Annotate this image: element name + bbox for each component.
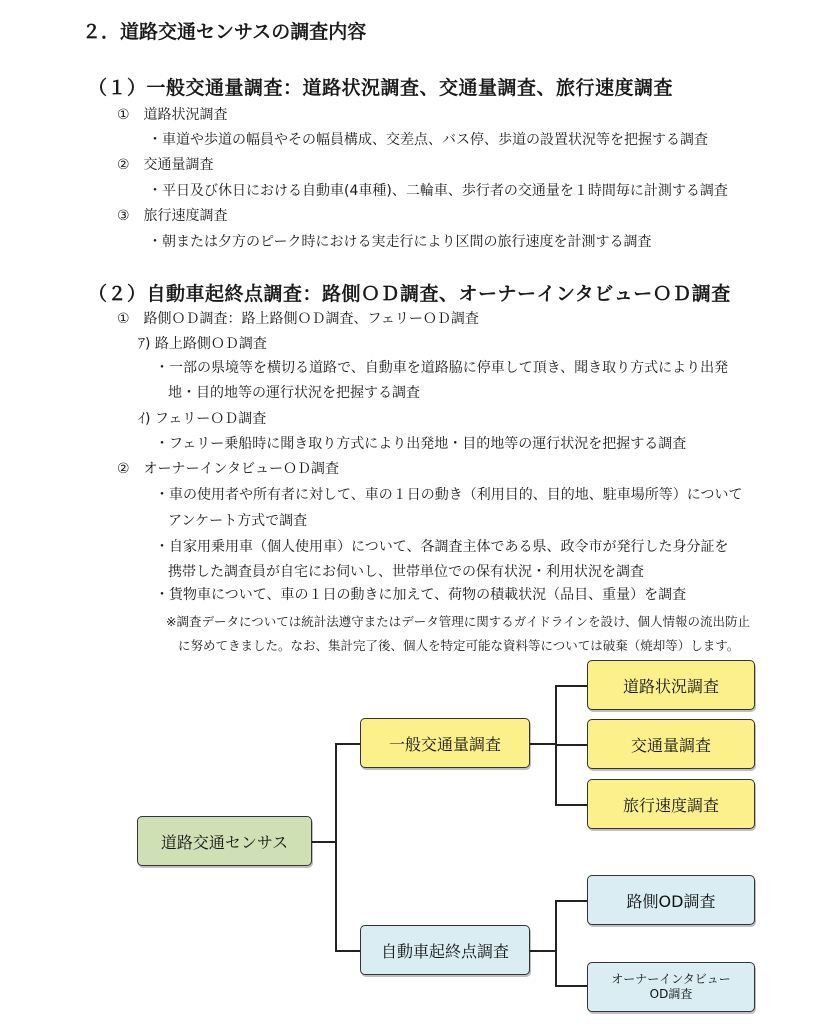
part2-item2-bullet3: ・貨物車について、車の１日の動きに加えて、荷物の積載状況（品目、重量）を調査 [155, 587, 687, 603]
part2-item2-bullet2-line2: 携帯した調査員が自宅にお伺いし、世帯単位での保有状況・利用状況を調査 [168, 564, 644, 580]
part1-item3-desc: ・朝または夕方のピーク時における実走行により区間の旅行速度を計測する調査 [148, 234, 652, 250]
connector-branch2 [529, 950, 556, 952]
connector-branch2-vertical [555, 900, 557, 986]
part2-item1-sub-a-heading: ｱ) 路上路側ＯＤ調査 [138, 336, 267, 352]
part2-item2-bullet2-line1: ・自家用乗用車（個人使用車）について、各調査主体である県、政令市が発行した身分証を [155, 539, 729, 555]
diagram-branch2-box: 自動車起終点調査 [360, 925, 530, 975]
owner-interview-line1: オーナーインタビュー [611, 972, 731, 986]
section-title: ２．道路交通センサスの調査内容 [82, 21, 367, 43]
part2-item2-heading: ② オーナーインタビューＯＤ調査 [117, 461, 339, 477]
part2-item1-sub-b-heading: ｲ) フェリーＯＤ調査 [138, 411, 267, 427]
owner-interview-line2: OD調査 [649, 987, 693, 1001]
note-line1: ※調査データについては統計法遵守またはデータ管理に関するガイドラインを設け、個人情報の流出防止 [166, 614, 750, 629]
connector-to-branch2 [335, 950, 361, 952]
diagram-child-travel-speed: 旅行速度調査 [587, 779, 755, 829]
connector-to-branch1 [335, 743, 361, 745]
part1-heading: （１）一般交通量調査：道路状況調査、交通量調査、旅行速度調査 [88, 77, 674, 99]
connector-root [311, 841, 336, 843]
part1-item2-heading: ② 交通量調査 [117, 157, 214, 173]
connector-branch1-child3 [555, 804, 588, 806]
part1-item2-desc: ・平日及び休日における自動車(4車種)、二輪車、歩行者の交通量を１時間毎に計測する調査 [148, 183, 728, 199]
diagram-child-owner-interview-od [587, 962, 755, 1012]
connector-root-vertical [335, 743, 337, 951]
part2-item1-sub-b-desc: ・フェリー乗船時に聞き取り方式により出発地・目的地等の運行状況を把握する調査 [155, 436, 687, 452]
connector-branch2-child1 [555, 900, 588, 902]
part1-item3-heading: ③ 旅行速度調査 [117, 208, 228, 224]
part2-item2-bullet1-line2: アンケート方式で調査 [168, 513, 308, 529]
diagram-branch1-box: 一般交通量調査 [360, 718, 530, 768]
part2-item1-heading: ① 路側ＯＤ調査：路上路側ＯＤ調査、フェリーＯＤ調査 [117, 311, 479, 327]
diagram-child-traffic-volume: 交通量調査 [587, 719, 755, 769]
part1-item1-heading: ① 道路状況調査 [117, 107, 228, 123]
part2-item1-sub-a-desc-line1: ・一部の県境等を横切る道路で、自動車を道路脇に停車して頂き、聞き取り方式により出発 [155, 360, 729, 376]
part2-item2-bullet1-line1: ・車の使用者や所有者に対して、車の１日の動き（利用目的、目的地、駐車場所等）について [155, 487, 743, 503]
note-line2: に努めてきました。なお、集計完了後、個人を特定可能な資料等については破棄（焼却等）します。 [178, 638, 740, 653]
diagram-child-road-condition: 道路状況調査 [587, 660, 755, 710]
part2-item1-sub-a-desc-line2: 地・目的地等の運行状況を把握する調査 [168, 385, 420, 401]
connector-branch1-child2 [555, 744, 588, 746]
part1-item1-desc: ・車道や歩道の幅員やその幅員構成、交差点、バス停、歩道の設置状況等を把握する調査 [148, 132, 708, 148]
diagram-root-box: 道路交通センサス [137, 816, 312, 866]
connector-branch2-child2 [555, 985, 588, 987]
diagram-child-roadside-od: 路側OD調査 [587, 875, 755, 925]
part2-heading: （２）自動車起終点調査：路側ＯＤ調査、オーナーインタビューＯＤ調査 [88, 283, 731, 305]
connector-branch1-child1 [555, 685, 588, 687]
connector-branch1 [529, 743, 556, 745]
